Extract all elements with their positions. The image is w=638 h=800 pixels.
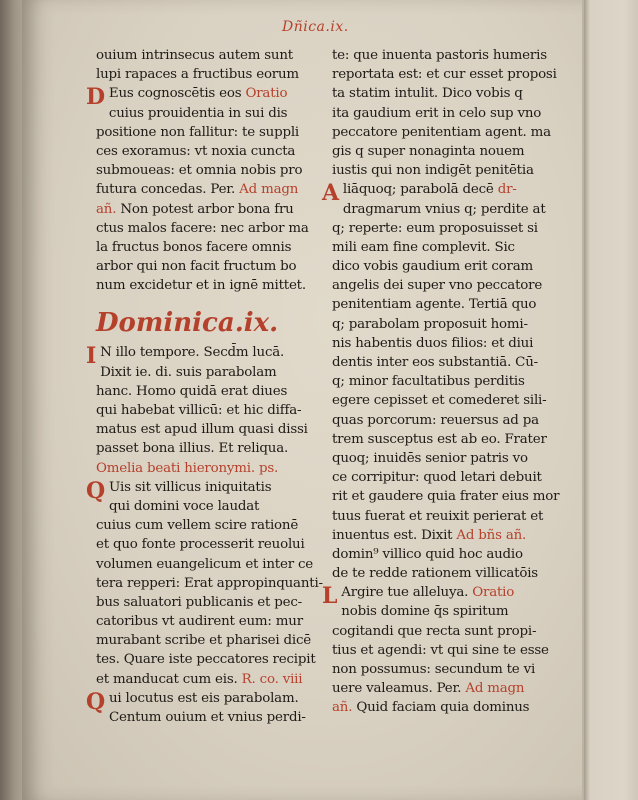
line-text: ces exoramus: vt noxia cuncta xyxy=(96,143,296,159)
text-line xyxy=(332,622,554,641)
text-line xyxy=(96,612,328,631)
line-text: gis q super nonaginta nouem xyxy=(332,143,525,159)
text-line xyxy=(332,142,554,161)
line-text: liāquoq; parabolā decē xyxy=(342,182,494,198)
line-text: angelis dei super vno peccatore xyxy=(332,278,543,294)
text-line xyxy=(96,104,328,123)
text-line xyxy=(332,238,554,257)
text-line xyxy=(332,372,554,391)
spacer xyxy=(96,295,328,303)
text-line xyxy=(332,526,554,545)
text-line xyxy=(332,104,554,123)
text-line xyxy=(96,65,328,84)
line-text: uere valeamus. Per. xyxy=(332,681,462,697)
text-line xyxy=(96,276,328,295)
text-line xyxy=(96,382,328,401)
text-line xyxy=(96,238,328,257)
line-text: ce corripitur: quod letari debuit xyxy=(332,470,542,486)
line-text: dragmarum vnius q; perdite at xyxy=(342,201,546,217)
line-text: hanc. Homo quidā erat diues xyxy=(96,383,288,399)
line-text: Non potest arbor bona fru xyxy=(120,201,294,217)
text-line xyxy=(332,257,554,276)
right-text-column xyxy=(322,46,560,718)
text-line xyxy=(96,574,328,593)
text-line xyxy=(332,353,554,372)
line-text: positione non fallitur: te suppli xyxy=(96,124,300,140)
text-line xyxy=(96,516,328,535)
text-line xyxy=(86,477,328,504)
line-text: Dixit ie. di. suis parabolam xyxy=(100,364,277,380)
line-text: Quid faciam quia dominus xyxy=(356,700,530,716)
text-line xyxy=(96,535,328,554)
line-text: bus saluatori publicanis et pec- xyxy=(96,594,302,610)
line-text: domin⁹ villico quid hoc audio xyxy=(332,546,523,562)
text-line xyxy=(96,439,328,458)
line-text: tes. Quare iste peccatores recipit xyxy=(96,652,316,668)
text-line xyxy=(96,46,328,65)
line-text: la fructus bonos facere omnis xyxy=(96,239,292,255)
line-text: dico vobis gaudium erit coram xyxy=(332,259,533,275)
line-text: passet bona illius. Et reliqua. xyxy=(96,441,289,457)
text-line xyxy=(332,468,554,487)
text-line xyxy=(96,257,328,276)
text-line xyxy=(332,411,554,430)
text-line xyxy=(332,545,554,564)
text-line xyxy=(332,660,554,679)
text-line xyxy=(332,276,554,295)
line-text: num excidetur et in ignē mittet. xyxy=(96,278,306,294)
line-text: et manducat cum eis. xyxy=(96,671,238,687)
text-line xyxy=(332,315,554,334)
rubric: Ad magn xyxy=(239,182,299,198)
line-text: mili eam fine complevit. Sic xyxy=(332,239,515,255)
line-text: penitentiam agente. Tertiā quo xyxy=(332,297,537,313)
line-text: reportata est: et cur esset proposi xyxy=(332,67,557,83)
text-line xyxy=(332,507,554,526)
initial-capital: L xyxy=(322,583,338,610)
text-line xyxy=(86,343,328,370)
text-line xyxy=(332,564,554,583)
rubric: Oratio xyxy=(245,86,288,102)
text-line xyxy=(322,583,554,610)
text-line xyxy=(332,602,554,621)
initial-capital: I xyxy=(86,343,97,370)
text-line xyxy=(96,161,328,180)
text-line xyxy=(96,670,328,689)
line-text: ui locutus est eis parabolam. xyxy=(108,690,299,706)
text-line xyxy=(332,219,554,238)
rubric: añ. xyxy=(332,700,353,716)
text-line xyxy=(96,219,328,238)
line-text: quoq; inuidēs senior patris vo xyxy=(332,450,528,466)
initial-capital: Q xyxy=(86,688,105,715)
line-text: matus est apud illum quasi dissi xyxy=(96,422,308,438)
line-text: inuentus est. Dixit xyxy=(332,527,453,543)
line-text: te: que inuenta pastoris humeris xyxy=(332,48,547,63)
text-line xyxy=(96,631,328,650)
rubric: Ad bñs añ. xyxy=(456,527,527,543)
line-text: dentis inter eos substantiā. Cū- xyxy=(332,355,538,370)
text-line xyxy=(96,180,328,199)
text-line xyxy=(332,123,554,142)
text-line xyxy=(332,84,554,103)
text-line xyxy=(96,363,328,382)
line-text: qui habebat villicū: et hic diffa- xyxy=(96,403,302,418)
line-text: non possumus: secundum te vi xyxy=(332,662,536,677)
rubric: Oratio xyxy=(472,585,515,601)
text-line xyxy=(332,161,554,180)
running-header: Dñica.ix. xyxy=(282,19,349,35)
text-line xyxy=(96,142,328,161)
text-line xyxy=(332,334,554,353)
line-text: quas porcorum: reuersus ad pa xyxy=(332,412,539,428)
line-text: Uis sit villicus iniquitatis xyxy=(108,479,272,495)
text-line xyxy=(332,391,554,410)
line-text: iustis qui non indigēt penitētia xyxy=(332,163,534,179)
line-text: N illo tempore. Secd̄m lucā. xyxy=(100,345,285,361)
text-line xyxy=(96,123,328,142)
line-text: nobis domine q̄s spiritum xyxy=(341,604,509,620)
text-line xyxy=(96,420,328,439)
text-line xyxy=(96,708,328,727)
initial-capital: D xyxy=(86,84,105,111)
initial-capital: Q xyxy=(86,477,105,504)
section-title: Dominica.ix. xyxy=(96,308,279,339)
line-text: rit et gaudere quia frater eius mor xyxy=(332,489,560,505)
rubric: R. co. viii xyxy=(241,671,303,687)
line-text: volumen euangelicum et inter ce xyxy=(96,556,313,572)
left-text-column xyxy=(86,46,328,727)
text-line xyxy=(96,401,328,420)
text-line xyxy=(96,200,328,219)
text-line xyxy=(86,84,328,111)
line-text: ouium intrinsecus autem sunt xyxy=(96,48,293,63)
text-line xyxy=(96,555,328,574)
line-text: ctus malos facere: nec arbor ma xyxy=(96,220,309,236)
initial-capital: A xyxy=(322,180,339,207)
text-line xyxy=(332,679,554,698)
text-line xyxy=(332,200,554,219)
line-text: nis habentis duos filios: et diui xyxy=(332,335,534,351)
rubric: añ. xyxy=(96,201,117,217)
text-line xyxy=(332,46,554,65)
text-line xyxy=(332,487,560,506)
line-text: egere cepisset et comederet sili- xyxy=(332,393,547,409)
line-text: cuius prouidentia in sui dis xyxy=(108,105,288,121)
line-text: q; reperte: eum proposuisset si xyxy=(332,220,538,236)
line-text: Centum ouium et vnius perdi- xyxy=(108,710,306,725)
rubric: Omelia beati hieronymi. ps. xyxy=(96,460,279,476)
line-text: tius et agendi: vt qui sine te esse xyxy=(332,642,549,658)
line-text: peccatore penitentiam agent. ma xyxy=(332,124,551,140)
text-line xyxy=(332,449,554,468)
text-line xyxy=(96,459,328,478)
line-text: submoueas: et omnia nobis pro xyxy=(96,163,303,179)
line-text: cogitandi que recta sunt propi- xyxy=(332,623,537,639)
rubric: dr- xyxy=(497,182,517,198)
line-text: de te redde rationem villicatōis xyxy=(332,566,538,582)
text-line xyxy=(96,650,328,669)
text-line xyxy=(332,430,554,449)
rubric: Ad magn xyxy=(465,681,525,697)
text-line xyxy=(332,295,554,314)
text-line xyxy=(322,180,554,207)
line-text: murabant scribe et pharisei dicē xyxy=(96,633,311,649)
line-text: Eus cognoscētis eos xyxy=(108,86,242,102)
line-text: tuus fuerat et reuixit perierat et xyxy=(332,508,544,524)
line-text: ta statim intulit. Dico vobis q xyxy=(332,86,523,102)
text-line xyxy=(332,65,557,84)
text-line xyxy=(86,688,328,715)
line-text: arbor qui non facit fructum bo xyxy=(96,259,297,275)
line-text: cuius cum vellem scire rationē xyxy=(96,518,299,534)
line-text: lupi rapaces a fructibus eorum xyxy=(96,67,299,83)
text-line xyxy=(332,641,554,660)
line-text: q; minor facultatibus perditis xyxy=(332,374,525,390)
line-text: et quo fonte processerit reuolui xyxy=(96,537,305,553)
line-text: tera repperi: Erat appropinquanti- xyxy=(96,575,323,591)
line-text: q; parabolam proposuit homi- xyxy=(332,316,528,332)
line-text: ita gaudium erit in celo sup vno xyxy=(332,105,542,121)
line-text: catoribus vt audirent eum: mur xyxy=(96,614,303,630)
line-text: Argire tue alleluya. xyxy=(341,585,469,601)
line-text: qui domini voce laudat xyxy=(108,498,260,514)
line-text: trem susceptus est ab eo. Frater xyxy=(332,431,547,447)
text-line xyxy=(96,497,328,516)
next-page-edge xyxy=(584,0,638,800)
text-line xyxy=(332,698,554,717)
line-text: futura concedas. Per. xyxy=(96,182,236,198)
text-line xyxy=(96,593,328,612)
